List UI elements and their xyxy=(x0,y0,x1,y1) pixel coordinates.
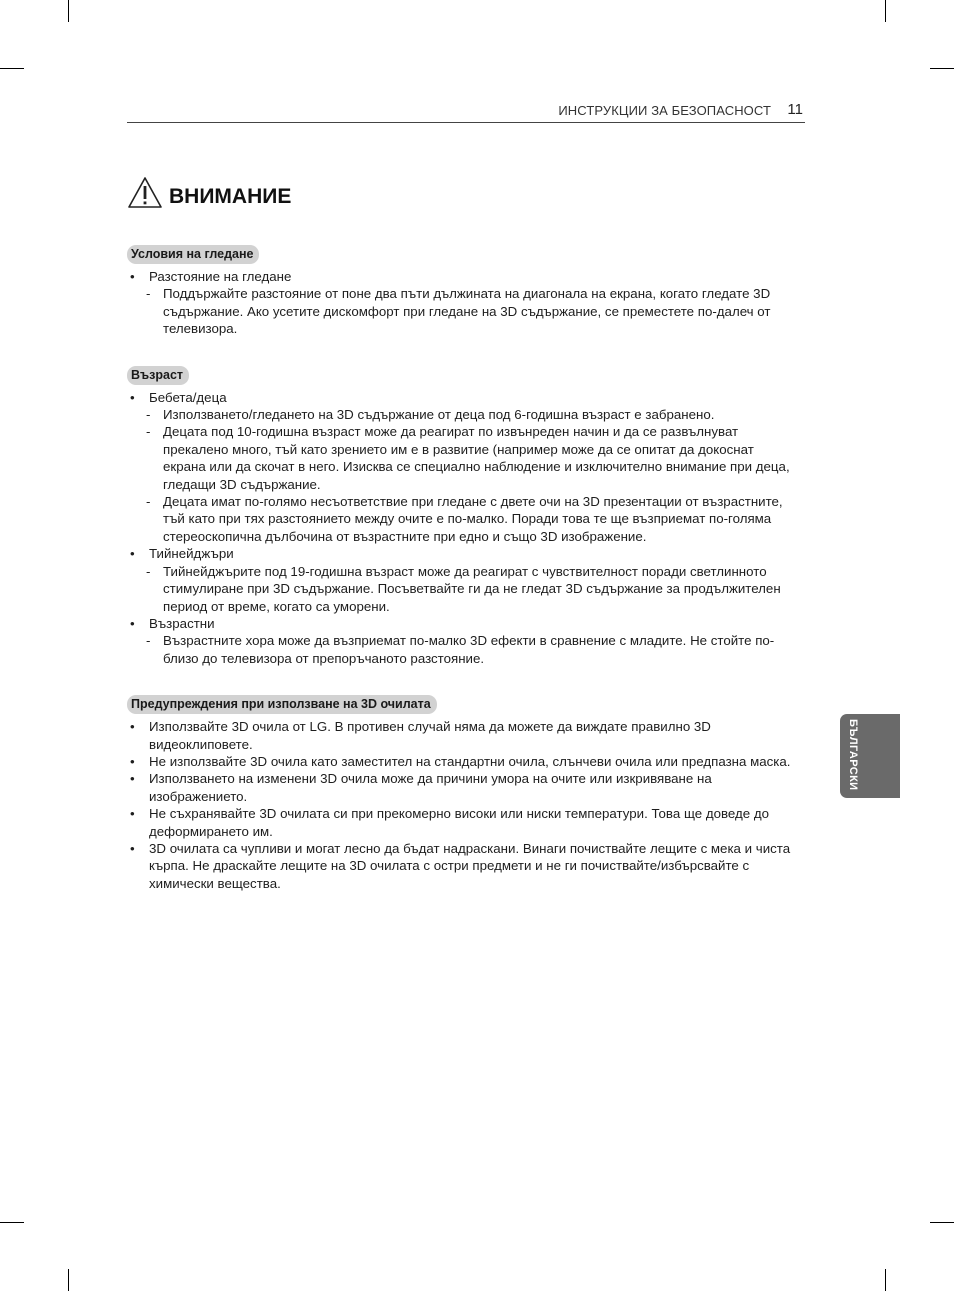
section-age xyxy=(127,366,799,668)
list-item: • Разстояние на гледане xyxy=(127,268,799,285)
crop-mark xyxy=(930,1222,954,1223)
section-3d-glasses-warnings xyxy=(127,695,799,892)
crop-mark xyxy=(0,68,24,69)
crop-mark xyxy=(930,68,954,69)
section-viewing-conditions xyxy=(127,245,799,338)
section-title: ИНСТРУКЦИИ ЗА БЕЗОПАСНОСТ xyxy=(558,103,771,118)
content xyxy=(127,245,799,920)
section-heading: Предупреждения при използване на 3D очилата xyxy=(127,695,437,714)
sub-item: - Децата под 10-годишна възраст може да реагират по извънреден начин и да се развълнуват прекалено много, тъй като зрението им е в развитие (например може да се опитат да докоснат екрана или да скочат в него. Изисква се специално наблюдение и изключително внимание при деца, гледащи 3D съдържание. xyxy=(127,423,799,493)
list-item: • Възрастни xyxy=(127,615,799,632)
list-item: • Не използвайте 3D очила като заместител на стандартни очила, слънчеви очила или предпазна маска. xyxy=(127,753,799,770)
crop-mark xyxy=(68,1269,69,1291)
crop-mark xyxy=(885,1269,886,1291)
crop-mark xyxy=(885,0,886,22)
list-item: • Тийнейджъри xyxy=(127,545,799,562)
list-item: • Използването на изменени 3D очила може да причини умора на очите или изкривяване на изображението. xyxy=(127,770,799,805)
crop-mark xyxy=(0,1222,24,1223)
page-title: ВНИМАНИЕ xyxy=(169,185,292,208)
page-number: 11 xyxy=(787,101,803,118)
list-item: • 3D очилата са чупливи и могат лесно да бъдат надраскани. Винаги почиствайте лещите с мека и чиста кърпа. Не драскайте лещите на 3D очилата с остри предмети и не ги почиствайте/избърсвайте с химически вещества. xyxy=(127,840,799,892)
warning-triangle-icon xyxy=(127,176,163,209)
page-header xyxy=(127,100,805,123)
list-item: • Използвайте 3D очила от LG. В противен случай няма да можете да виждате правилно 3D видеоклиповете. xyxy=(127,718,799,753)
section-heading: Условия на гледане xyxy=(127,245,259,264)
sub-item: - Възрастните хора може да възприемат по-малко 3D ефекти в сравнение с младите. Не стойте по-близо до телевизора от препоръчаното разстояние. xyxy=(127,632,799,667)
sub-item: - Тийнейджърите под 19-годишна възраст може да реагират с чувствителност поради светлинното стимулиране при 3D съдържание. Посъветвайте ги да не гледат 3D съдържание за продължителен период от време, когато са уморени. xyxy=(127,563,799,615)
list-item: • Не съхранявайте 3D очилата си при прекомерно високи или ниски температури. Това ще доведе до деформирането им. xyxy=(127,805,799,840)
sub-item: - Децата имат по-голямо несъответствие при гледане с двете очи на 3D презентации от възрастните, тъй като при тях разстоянието между очите е по-малко. Поради това те ще възприемат по-голяма стереоскопична дълбочина от възрастните при едно и също 3D изображение. xyxy=(127,493,799,545)
language-tab-label: БЪЛГАРСКИ xyxy=(847,719,859,791)
sub-item: - Използването/гледането на 3D съдържание от деца под 6-годишна възраст е забранено. xyxy=(127,406,799,423)
sub-item: - Поддържайте разстояние от поне два пъти дължината на диагонала на екрана, когато гледате 3D съдържание. Ако усетите дискомфорт при гледане на 3D съдържание, се преместете по-далеч от телевизора. xyxy=(127,285,799,337)
list-item: • Бебета/деца xyxy=(127,389,799,406)
section-heading: Възраст xyxy=(127,366,189,385)
crop-mark xyxy=(68,0,69,22)
language-tab xyxy=(840,714,900,798)
